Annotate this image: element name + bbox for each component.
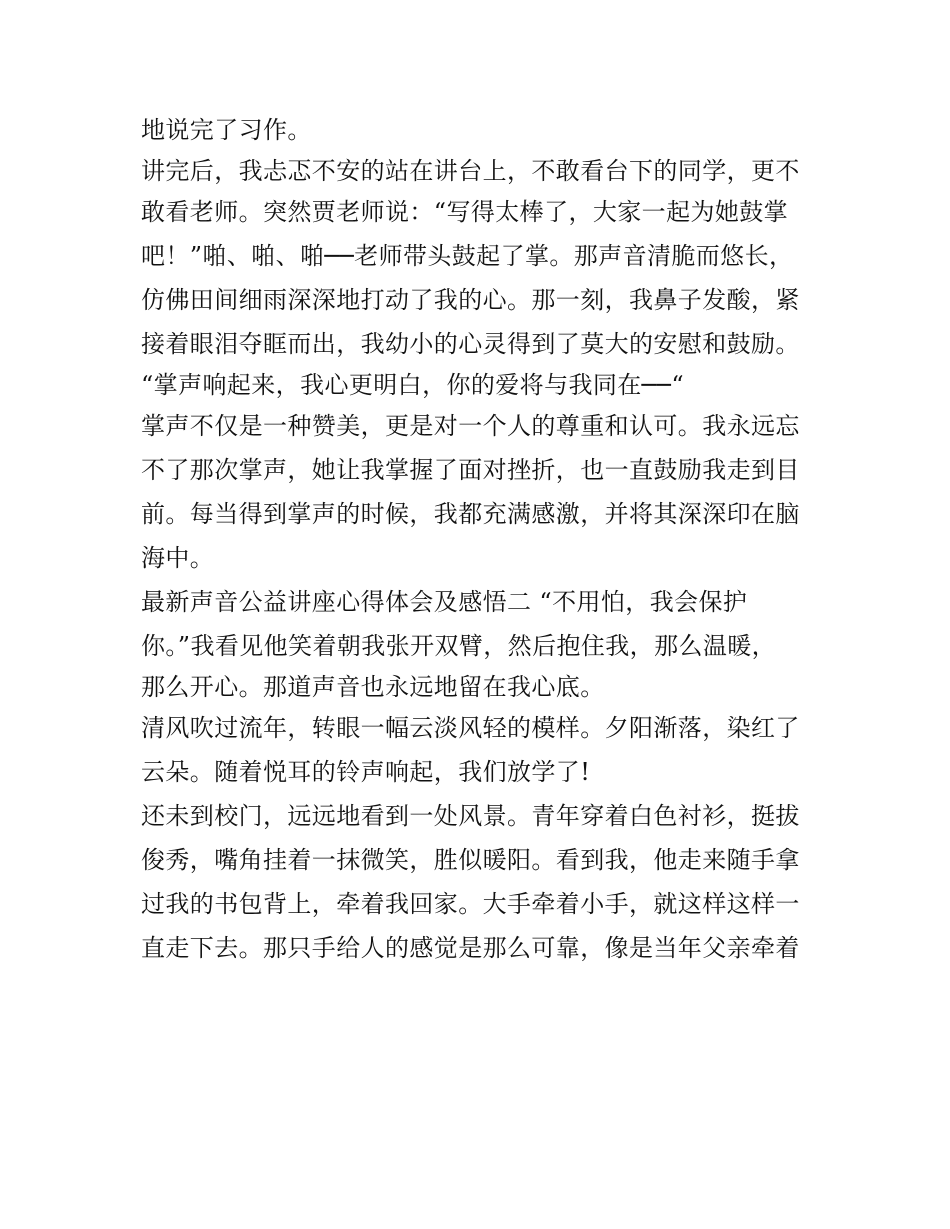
text-line: 前。每当得到掌声的时候，我都充满感激，并将其深深印在脑	[141, 500, 800, 528]
text-line: 过我的书包背上，牵着我回家。大手牵着小手，就这样这样一	[141, 890, 800, 918]
text-line: 吧！”啪、啪、啪──老师带头鼓起了掌。那声音清脆而悠长，	[141, 242, 794, 270]
text-line: 那么开心。那道声音也永远地留在我心底。	[141, 673, 605, 701]
text-line: 最新声音公益讲座心得体会及感悟二 “不用怕，我会保护	[141, 588, 748, 616]
text-line: 讲完后，我忐忑不安的站在讲台上，不敢看台下的同学，更不	[141, 157, 800, 185]
text-line: 地说完了习作。	[141, 116, 312, 144]
text-line: 不了那次掌声，她让我掌握了面对挫折，也一直鼓励我走到目	[141, 456, 800, 484]
text-line: 接着眼泪夺眶而出，我幼小的心灵得到了莫大的安慰和鼓励。	[141, 330, 800, 358]
text-line: 你。”我看见他笑着朝我张开双臂，然后抱住我，那么温暖，	[141, 632, 777, 660]
text-line: 直走下去。那只手给人的感觉是那么可靠，像是当年父亲牵着	[141, 934, 800, 962]
text-line: 俊秀，嘴角挂着一抹微笑，胜似暖阳。看到我，他走来随手拿	[141, 846, 800, 874]
text-line: 云朵。随着悦耳的铃声响起，我们放学了!	[141, 758, 591, 786]
text-line: 海中。	[141, 544, 215, 572]
text-line: 还未到校门，远远地看到一处风景。青年穿着白色衬衫，挺拔	[141, 802, 800, 830]
document-body	[141, 108, 821, 970]
text-line: 敢看老师。突然贾老师说：“写得太棒了，大家一起为她鼓掌	[141, 198, 789, 226]
text-line: “掌声响起来，我心更明白，你的爱将与我同在──“	[141, 371, 685, 399]
text-line: 掌声不仅是一种赞美，更是对一个人的尊重和认可。我永远忘	[141, 412, 800, 440]
text-line: 清风吹过流年，转眼一幅云淡风轻的模样。夕阳渐落，染红了	[141, 714, 800, 742]
text-line: 仿佛田间细雨深深地打动了我的心。那一刻，我鼻子发酸，紧	[141, 286, 800, 314]
